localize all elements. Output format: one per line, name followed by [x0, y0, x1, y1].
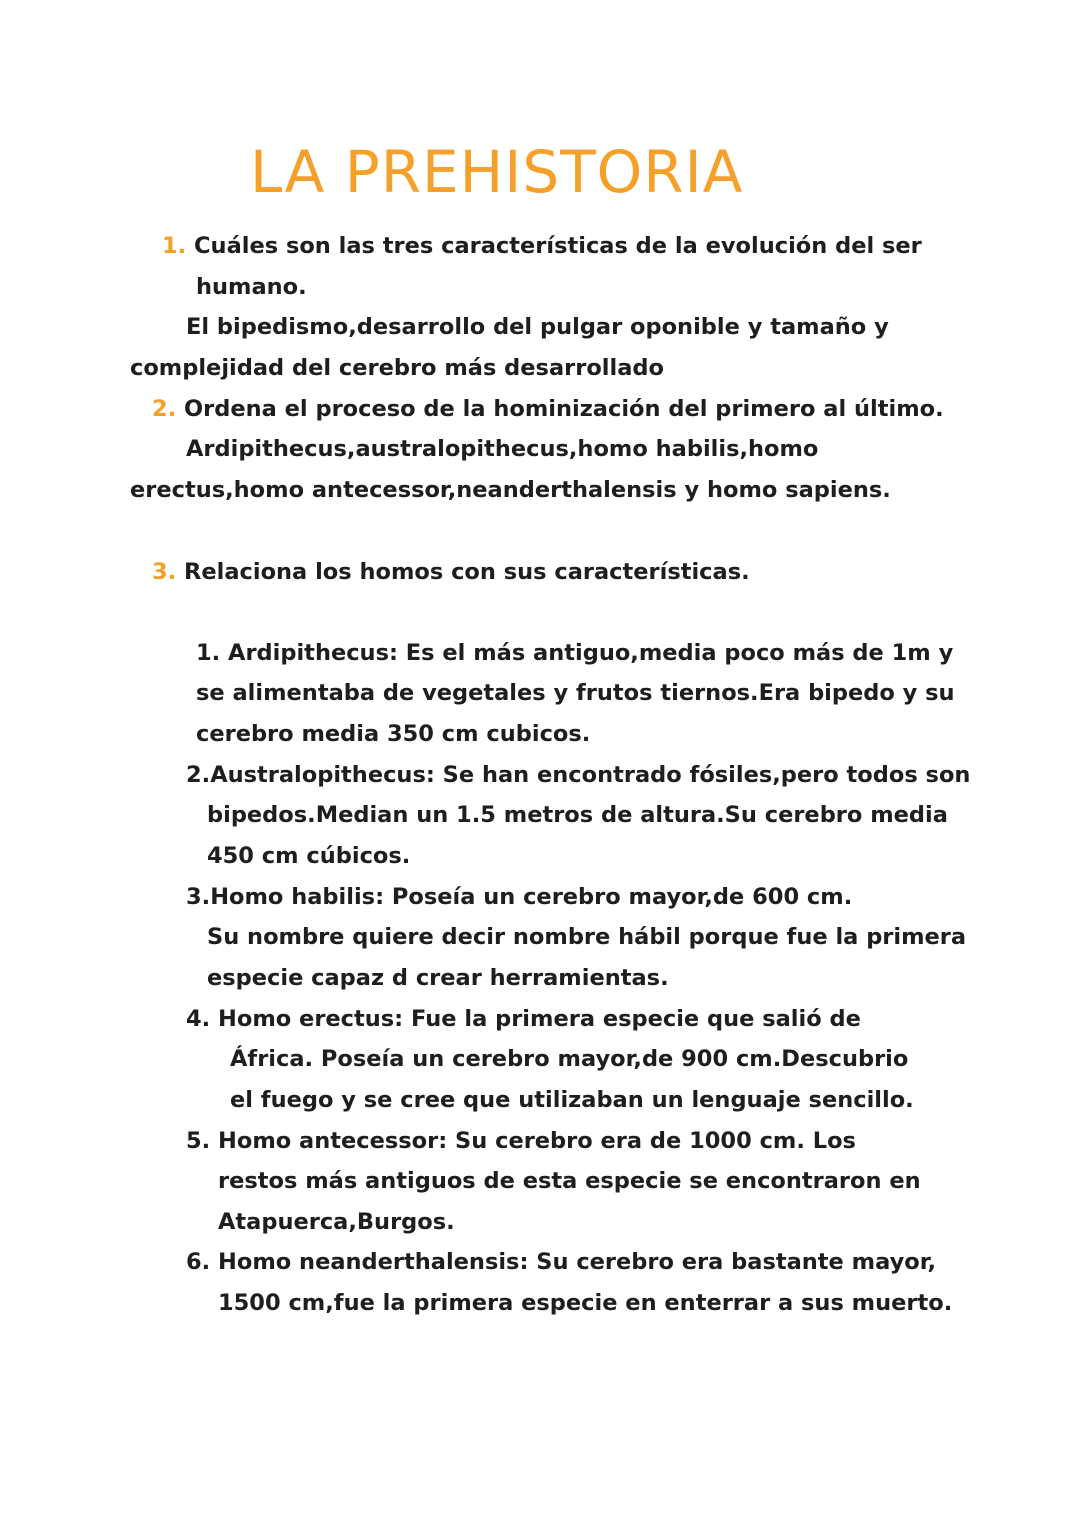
hominid-item-line: se alimentaba de vegetales y frutos tiernos.Era bipedo y su: [196, 680, 955, 706]
question-1-text: Cuáles son las tres características de la evolución del ser: [194, 233, 922, 259]
answer-1-line-2: complejidad del cerebro más desarrollado: [130, 355, 664, 381]
answer-1-line-1: El bipedismo,desarrollo del pulgar oponible y tamaño y: [186, 314, 889, 340]
hominid-item-line: 1. Ardipithecus: Es el más antiguo,media poco más de 1m y: [196, 640, 954, 666]
hominid-item-line: restos más antiguos de esta especie se encontraron en: [218, 1168, 921, 1194]
hominid-item-line: 3.Homo habilis: Poseía un cerebro mayor,de 600 cm.: [186, 884, 853, 910]
question-3-number: 3.: [152, 559, 177, 585]
hominid-item-line: 2.Australopithecus: Se han encontrado fósiles,pero todos son: [186, 762, 971, 788]
hominid-item-line: Atapuerca,Burgos.: [218, 1209, 455, 1235]
hominid-item-line: el fuego y se cree que utilizaban un lenguaje sencillo.: [230, 1087, 914, 1113]
question-2-text: Ordena el proceso de la hominización del primero al último.: [184, 396, 944, 422]
hominid-item-line: cerebro media 350 cm cubicos.: [196, 721, 591, 747]
hominid-item-line: 1500 cm,fue la primera especie en enterrar a sus muerto.: [218, 1290, 953, 1316]
question-3-text: Relaciona los homos con sus características.: [184, 559, 750, 585]
hominid-item-line: especie capaz d crear herramientas.: [207, 965, 669, 991]
answer-2-line-2: erectus,homo antecessor,neanderthalensis y homo sapiens.: [130, 477, 891, 503]
hominid-item-line: 6. Homo neanderthalensis: Su cerebro era bastante mayor,: [186, 1249, 937, 1275]
question-3: [152, 557, 750, 587]
question-2: [152, 394, 944, 424]
question-1-number: 1.: [162, 233, 187, 259]
question-1: [162, 231, 922, 261]
page-title: LA PREHISTORIA: [250, 138, 744, 206]
question-1-text-cont: humano.: [196, 274, 307, 300]
question-2-number: 2.: [152, 396, 177, 422]
hominid-item-line: bipedos.Median un 1.5 metros de altura.Su cerebro media: [207, 802, 948, 828]
hominid-item-line: Su nombre quiere decir nombre hábil porque fue la primera: [207, 924, 967, 950]
hominid-item-line: 450 cm cúbicos.: [207, 843, 411, 869]
answer-2-line-1: Ardipithecus,australopithecus,homo habilis,homo: [186, 436, 819, 462]
hominid-item-line: África. Poseía un cerebro mayor,de 900 cm.Descubrio: [230, 1046, 909, 1072]
hominid-item-line: 4. Homo erectus: Fue la primera especie que salió de: [186, 1006, 861, 1032]
hominid-item-line: 5. Homo antecessor: Su cerebro era de 1000 cm. Los: [186, 1128, 856, 1154]
